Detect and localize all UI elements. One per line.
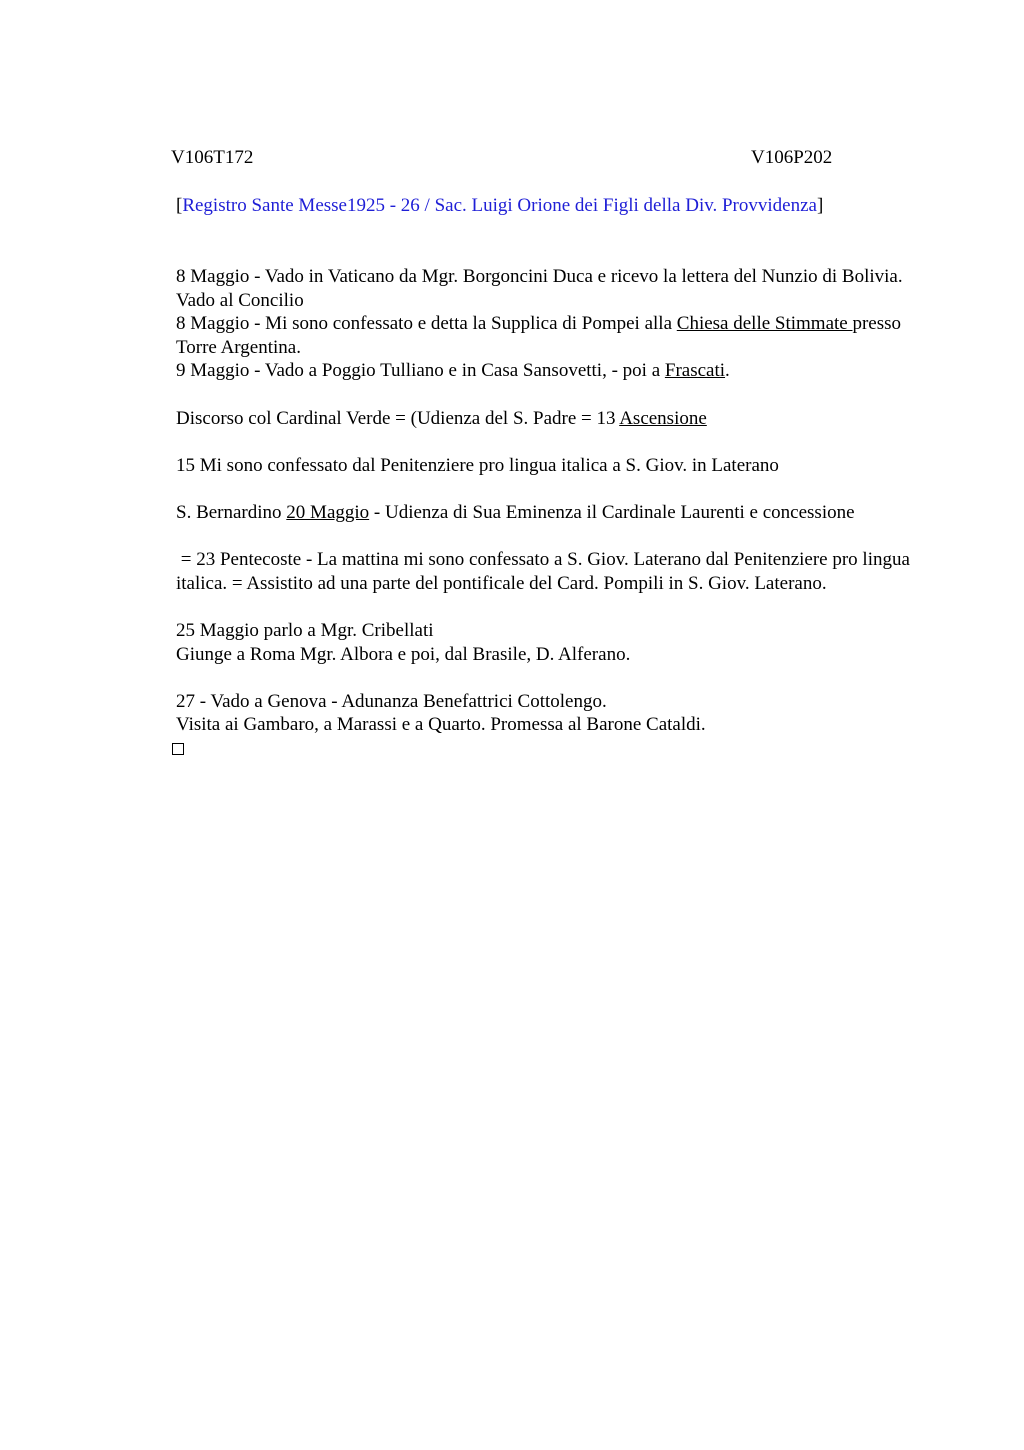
document-code-left: V106T172 [171, 147, 254, 168]
entry-8-maggio-confessato: 8 Maggio - Mi sono confessato e detta la Supplica di Pompei alla Chiesa delle Stimmate presso Torre Argentina. [176, 313, 902, 358]
open-bracket: [ [176, 195, 183, 216]
register-title: Registro Sante Messe1925 - 26 / Sac. Luigi Orione dei Figli della Div. Provvidenza [182, 195, 817, 216]
entry-giunge-roma: Giunge a Roma Mgr. Albora e poi, dal Brasile, D. Alferano. [176, 643, 631, 665]
link-ascensione: Ascensione [619, 407, 707, 429]
entry-visita-gambaro: Visita ai Gambaro, a Marassi e a Quarto. Promessa al Barone Cataldi. [176, 714, 706, 736]
entry-cardinal-verde: Discorso col Cardinal Verde = (Udienza del S. Padre = 13 Ascensione [176, 407, 707, 429]
entry-pentecoste: = 23 Pentecoste - La mattina mi sono confessato a S. Giov. Laterano dal Penitenziere pro lingua italica. = Assistito ad una parte del pontificale del Card. Pompili in S. Giov. Laterano. [176, 549, 915, 594]
entry-25-maggio: 25 Maggio parlo a Mgr. Cribellati [176, 619, 434, 641]
link-20-maggio: 20 Maggio [286, 501, 370, 523]
entry-9-maggio: 9 Maggio - Vado a Poggio Tulliano e in Casa Sansovetti, - poi a Frascati. [176, 360, 730, 382]
register-header [176, 194, 823, 218]
diary-body [176, 265, 936, 761]
link-chiesa-stimmate: Chiesa delle Stimmate [676, 313, 853, 335]
document-code-right: V106P202 [751, 147, 833, 168]
entry-s-bernardino: S. Bernardino 20 Maggio - Udienza di Sua Eminenza il Cardinale Laurenti e concessione [176, 501, 855, 523]
link-frascati: Frascati [664, 360, 726, 382]
close-bracket: ] [816, 195, 824, 216]
entry-27-genova: 27 - Vado a Genova - Adunanza Benefattrici Cottolengo. [176, 690, 607, 712]
entry-8-maggio-vaticano: 8 Maggio - Vado in Vaticano da Mgr. Borgoncini Duca e ricevo la lettera del Nunzio di Bolivia. Vado al Concilio [176, 266, 903, 311]
entry-15: 15 Mi sono confessato dal Penitenziere pro lingua italica a S. Giov. in Laterano [176, 454, 779, 476]
empty-square-icon [172, 743, 184, 755]
